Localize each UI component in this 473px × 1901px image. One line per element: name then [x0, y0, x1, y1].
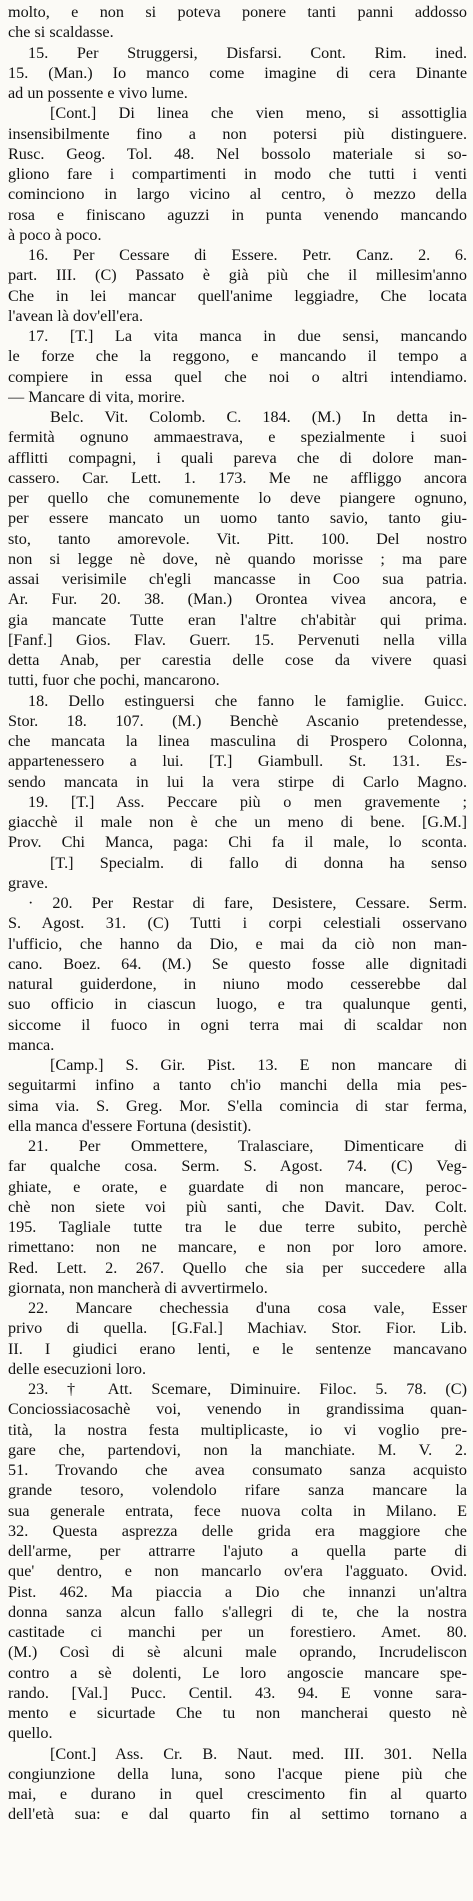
text-line: Stor. 18. 107. (M.) Benchè Ascanio pretendesse, — [8, 711, 467, 730]
text-line: 21. Per Ommettere, Tralasciare, Dimenticare di — [28, 1137, 467, 1155]
text-line: 18. Dello estinguersi che fanno le famiglie. Guicc. — [28, 691, 467, 710]
text-line: afflitti compagni, i quali pareva che di dolore man- — [8, 448, 467, 467]
text-line: chè non siete voi più santi, che Davit. Dav. Colt. — [8, 1197, 467, 1216]
text-line: [Fanf.] Gios. Flav. Guerr. 15. Pervenuti nella villa — [8, 630, 467, 649]
text-line: per essere mancato un uomo tanto savio, tanto giu- — [8, 509, 467, 528]
text-line: che mancata la linea masculina di Prospero Colonna, — [8, 732, 467, 750]
text-line: non si legge nè dove, nè quando morisse ; ma pare — [8, 549, 467, 568]
text-line: II. I giudici erano lenti, e le sentenze mancavano — [8, 1339, 467, 1358]
text-line: rimettano: non ne mancare, e non por loro amore. — [8, 1238, 467, 1257]
text-line: à poco à poco. — [8, 225, 102, 244]
text-line: gia mancate Tutte eran l'altre ch'abitàr qui prima. — [8, 610, 467, 629]
text-line: contro a sè dolenti, Le loro angoscie mancare spe- — [8, 1663, 467, 1682]
text-line: · 20. Per Restar di fare, Desistere, Cessare. Serm. — [28, 894, 467, 912]
text-line: S. Agost. 31. (C) Tutti i corpi celestiali osservano — [8, 914, 467, 933]
text-line: quello. — [8, 1724, 53, 1743]
text-line: rando. [Val.] Pucc. Centil. 43. 94. E vonne sara- — [8, 1683, 467, 1702]
text-line: l'avean là dov'ell'era. — [8, 306, 144, 325]
text-line: assai verisimile ch'egli mancasse in Coo sua patria. — [8, 570, 467, 588]
text-line: per quello che comunemente lo deve piangere ognuno, — [8, 489, 467, 507]
text-line: dell'età sua: e dal quarto fin al settimo tornano a — [8, 1805, 467, 1824]
text-line: giornata, non mancherà di avvertirmelo. — [8, 1278, 268, 1297]
text-line: manca. — [8, 1035, 55, 1054]
text-line: cominciono in largo vicino al centro, ò mezzo della — [8, 185, 467, 204]
text-line: Pist. 462. Ma piaccia a Dio che innanzi un'altra — [8, 1582, 467, 1601]
text-line: compiere in essa quel che noi o altri intendiamo. — [8, 367, 467, 386]
text-line: Che in lei mancar quell'anime leggiadre, Che locata — [8, 286, 467, 305]
text-line: 15. (Man.) Io manco come imagine di cera Dinante — [8, 63, 467, 82]
text-line: mai, e durano in quel crescimento fin al quarto — [8, 1785, 467, 1803]
text-line: 19. [T.] Ass. Peccare più o men gravemente ; — [28, 792, 467, 811]
text-line: siccome il fuoco in ogni terra mai di scaldar non — [8, 1015, 467, 1034]
text-line: Prov. Chi Manca, paga: Chi fa il male, lo sconta. — [8, 833, 467, 852]
text-line: [Cont.] Di linea che vien meno, si assottiglia — [50, 104, 467, 123]
text-line: 195. Tagliale tutte tra le due terre subito, perchè — [8, 1218, 467, 1236]
text-line: 23. † Att. Scemare, Diminuire. Filoc. 5. 78. (C) — [28, 1380, 467, 1398]
text-line: ghiate, e orate, e guardate di non mancare, peroc- — [8, 1177, 467, 1196]
text-line: 32. Questa asprezza delle grida era maggiore che — [8, 1521, 467, 1540]
text-line: [Cont.] Ass. Cr. B. Naut. med. III. 301. Nella — [50, 1744, 467, 1763]
text-line: le forze che la reggono, e mancando il tempo a — [8, 347, 467, 366]
text-line: que' dentro, e non mancarlo ov'era l'agguato. Ovid. — [8, 1562, 467, 1581]
text-line: gliono fare i compartimenti in modo che tutti i venti — [8, 165, 467, 183]
text-line: fermità ognuno ammaestrava, e spezialmente i suoi — [8, 428, 467, 447]
text-line: appartenessero a lui. [T.] Giambull. St. 131. Es- — [8, 752, 467, 771]
text-line: donna sanza alcun fallo s'allegri di te, che la nostra — [8, 1602, 467, 1621]
text-line: seguitarmi infino a tanto ch'io manchi della mia pes- — [8, 1076, 467, 1095]
text-line: cassero. Car. Lett. 1. 173. Me ne affliggo ancora — [8, 468, 467, 487]
text-line: sto, tanto amorevole. Vit. Pitt. 100. Del nostro — [8, 529, 467, 548]
text-line: ad un possente e vivo lume. — [8, 84, 188, 102]
text-line: gare che, partendovi, non la manchiate. M. V. 2. — [8, 1440, 467, 1459]
text-line: ella manca d'essere Fortuna (desistit). — [8, 1116, 252, 1135]
text-line: grave. — [8, 873, 48, 892]
text-line: 15. Per Struggersi, Disfarsi. Cont. Rim. ined. — [28, 43, 467, 62]
text-line: sendo mancata in lui la vera stirpe di Carlo Magno. — [8, 772, 467, 791]
text-line: castitade ci manchi per un forestiero. Amet. 80. — [8, 1623, 467, 1641]
text-line: sua generale entrata, fece nuova colta in Milano. E — [8, 1501, 467, 1520]
text-line: 16. Per Cessare di Essere. Petr. Canz. 2. 6. — [28, 246, 467, 264]
text-line: 22. Mancare chechessia d'una cosa vale, Esser — [28, 1299, 467, 1317]
text-line: 17. [T.] La vita manca in due sensi, mancando — [28, 327, 467, 345]
text-line: part. III. (C) Passato è già più che il millesim'anno — [8, 266, 467, 285]
text-line: Ar. Fur. 20. 38. (Man.) Orontea vivea ancora, e — [8, 590, 467, 609]
text-line: l'ufficio, che hanno da Dio, e mai da ciò non man- — [8, 934, 467, 953]
text-line: far qualche cosa. Serm. S. Agost. 74. (C) Veg- — [8, 1157, 467, 1176]
text-line: grande tesoro, volendolo rifare sanza mancare la — [8, 1481, 467, 1500]
text-line: [T.] Specialm. di fallo di donna ha senso — [50, 853, 467, 872]
text-line: — Mancare di vita, morire. — [8, 387, 186, 406]
text-line: natural guiderdone, in niuno modo cesserebbe dal — [8, 975, 467, 993]
text-line: Belc. Vit. Colomb. C. 184. (M.) In detta in- — [50, 408, 467, 426]
text-line: Conciossiacosachè voi, venendo in grandissima quan- — [8, 1400, 467, 1419]
text-line: [Camp.] S. Gir. Pist. 13. E non mancare di — [50, 1056, 467, 1074]
text-line: tutti, fuor che pochi, mancarono. — [8, 671, 220, 690]
text-line: mento e sicurtade Che tu non mancherai questo nè — [8, 1704, 467, 1722]
text-line: tità, la nostra festa multiplicaste, io vi voglio pre- — [8, 1420, 467, 1439]
text-line: congiunzione della luna, sono l'acque piene più che — [8, 1764, 467, 1783]
text-line: privo di quella. [G.Fal.] Machiav. Stor. Fior. Lib. — [8, 1319, 467, 1338]
text-line: cano. Boez. 64. (M.) Se questo fosse alle dignitadi — [8, 954, 467, 973]
text-line: suo officio in ciascun luogo, e tra qualunque genti, — [8, 995, 467, 1014]
text-line: Red. Lett. 2. 267. Quello che sia per succedere alla — [8, 1258, 467, 1277]
text-line: delle esecuzioni loro. — [8, 1359, 146, 1378]
text-line: 51. Trovando che avea consumato sanza acquisto — [8, 1461, 467, 1479]
text-line: che si scaldasse. — [8, 23, 114, 42]
text-line: (M.) Così di sè alcuni male oprando, Incrudeliscon — [8, 1643, 467, 1662]
text-line: Rusc. Geog. Tol. 48. Nel bossolo materiale si so- — [8, 144, 467, 163]
text-line: detta Anab, per carestia delle cose da vivere quasi — [8, 651, 467, 669]
text-line: insensibilmente fino a non potersi più distinguere. — [8, 124, 467, 143]
text-line: sima via. S. Greg. Mor. S'ella comincia di star ferma, — [8, 1096, 467, 1115]
text-line: dell'arme, per attrarre l'ajuto a quella parte di — [8, 1542, 467, 1560]
text-line: rosa e finiscano aguzzi in punta venendo mancando — [8, 205, 467, 224]
text-line: giacchè il male non è che un meno di bene. [G.M.] — [8, 813, 467, 831]
text-line: molto, e non si poteva ponere tanti panni addosso — [8, 3, 467, 21]
